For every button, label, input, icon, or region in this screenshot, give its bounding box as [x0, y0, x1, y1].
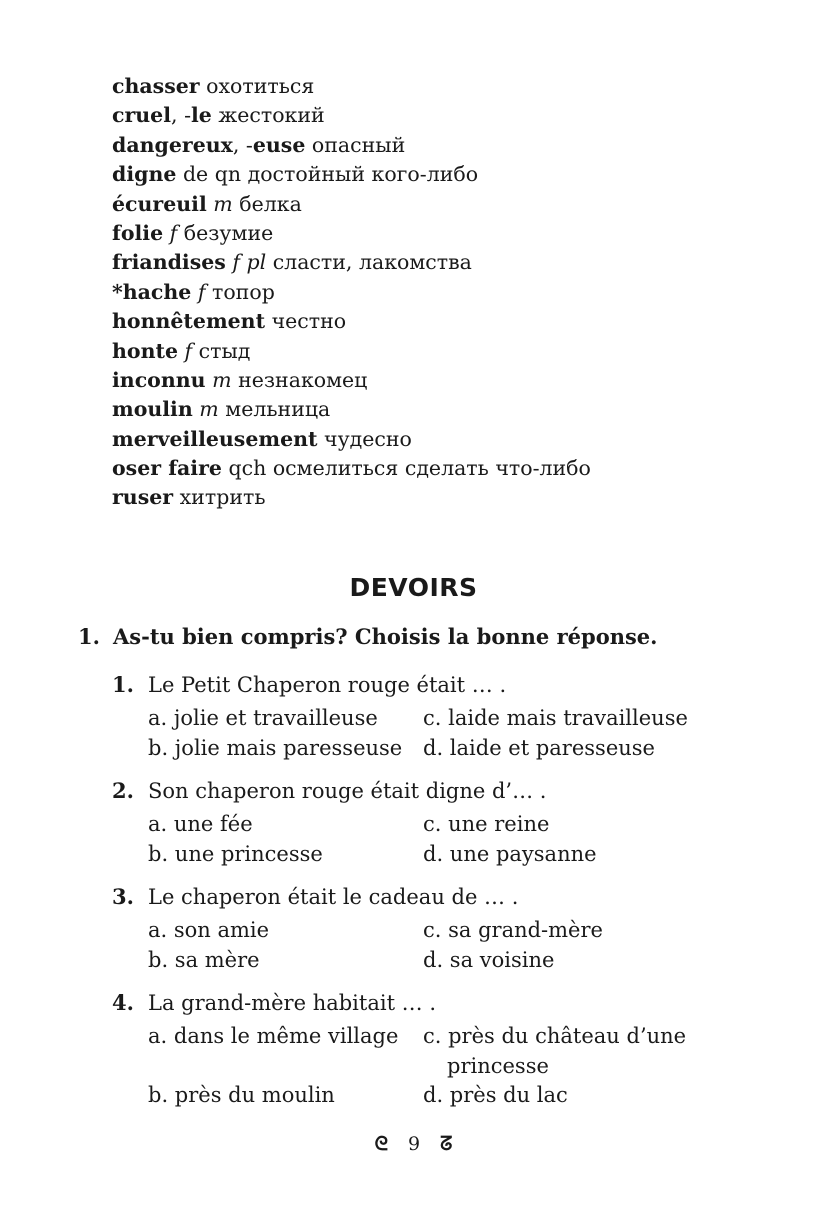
vocab-word: friandises [112, 250, 226, 275]
vocab-entry [112, 454, 752, 483]
vocab-word: dangereux [112, 132, 233, 157]
page-number: 9 [408, 1133, 421, 1155]
vocab-usage: qch [228, 456, 267, 481]
option-c-continuation[interactable]: princesse [447, 1053, 549, 1078]
option-d[interactable]: d. sa voisine [423, 947, 555, 972]
vocab-word: écureuil [112, 191, 207, 216]
vocab-meaning: охотиться [206, 74, 315, 98]
vocab-meaning: хитрить [179, 485, 266, 510]
vocab-entry: dangereux, -euse опасный [112, 132, 406, 157]
question-text: Le Petit Chaperon rouge était … . [148, 673, 507, 697]
option-d[interactable]: d. près du lac [423, 1083, 568, 1107]
vocab-entry [112, 248, 752, 277]
vocab-meaning: белка [239, 191, 302, 216]
vocab-word: honnêtement [112, 309, 266, 334]
vocab-entry [112, 425, 752, 454]
option-c[interactable]: c. une reine [423, 812, 550, 836]
vocab-word: chasser [112, 74, 200, 98]
vocab-entry [112, 190, 752, 219]
right-ornament-icon: ᘔ [440, 1133, 453, 1155]
vocab-word: ruser [112, 485, 174, 510]
vocab-word: inconnu [112, 367, 206, 392]
question-text: Le chaperon était le cadeau de … . [148, 885, 519, 909]
option-d[interactable]: d. laide et paresseuse [423, 735, 655, 760]
vocab-entry: cruel, -le жестокий [112, 103, 325, 128]
task-number: 1. [78, 624, 100, 649]
vocab-word: oser faire [112, 456, 222, 481]
vocab-entry [112, 337, 752, 366]
vocabulary-list [112, 72, 752, 513]
question-number: 1. [112, 672, 134, 697]
vocab-entry [112, 160, 752, 189]
answer-options [148, 810, 762, 870]
option-a[interactable]: a. dans le même village [148, 1024, 399, 1048]
question-number: 3. [112, 884, 134, 909]
question-2 [112, 776, 762, 870]
option-a[interactable]: a. son amie [148, 918, 270, 942]
vocab-meaning: сласти, лакомства [272, 250, 472, 275]
option-b[interactable]: b. jolie mais paresseuse [148, 735, 403, 760]
task-instruction [78, 620, 657, 654]
answer-options [148, 704, 762, 764]
option-c[interactable]: c. sa grand-mère [423, 918, 603, 942]
task-text: As-tu bien compris? Choisis la bonne réponse. [113, 624, 658, 649]
vocab-suffix: le [191, 103, 212, 128]
option-a[interactable]: a. jolie et travailleuse [148, 706, 378, 730]
vocab-entry [112, 219, 752, 248]
question-3 [112, 882, 762, 976]
vocab-entry [112, 278, 752, 307]
vocab-meaning: чудесно [324, 426, 412, 451]
vocab-entry [112, 366, 752, 395]
vocab-meaning: топор [212, 279, 275, 304]
section-heading: DEVOIRS [349, 573, 478, 602]
vocab-meaning: жестокий [218, 103, 325, 128]
option-b[interactable]: b. près du moulin [148, 1083, 335, 1107]
vocab-word: cruel [112, 103, 172, 128]
vocab-gender: m [213, 191, 233, 216]
question-4 [112, 988, 762, 1112]
option-b[interactable]: b. sa mère [148, 947, 260, 972]
option-c[interactable]: c. laide mais travailleuse [423, 706, 688, 730]
vocab-gender: f [184, 338, 193, 363]
vocab-entry [112, 395, 752, 424]
vocab-word: merveilleusement [112, 426, 318, 451]
question-1 [112, 670, 762, 764]
question-text: Son chaperon rouge était digne d’… . [148, 779, 547, 803]
vocab-gender: f [197, 279, 206, 304]
left-ornament-icon: ᘓ [374, 1133, 388, 1155]
question-text: La grand-mère habitait … . [148, 991, 437, 1015]
answer-options [148, 1022, 762, 1112]
question-number: 2. [112, 778, 134, 803]
vocab-word: moulin [112, 397, 193, 422]
vocab-gender: f [169, 220, 178, 245]
vocab-word: honte [112, 338, 178, 363]
page-footer [0, 1128, 827, 1159]
vocab-meaning: незнакомец [238, 367, 368, 392]
vocab-meaning: стыд [198, 338, 251, 363]
vocab-entry [112, 72, 752, 101]
vocab-word: digne [112, 162, 177, 187]
question-number: 4. [112, 990, 134, 1015]
vocab-word: *hache [112, 279, 192, 304]
vocab-meaning: осмелиться сделать что-либо [272, 456, 591, 481]
option-d[interactable]: d. une paysanne [423, 841, 597, 866]
option-c[interactable]: c. près du château d’une [423, 1024, 687, 1048]
vocab-word: folie [112, 220, 164, 245]
option-a[interactable]: a. une fée [148, 812, 253, 836]
vocab-entry [112, 307, 752, 336]
option-b[interactable]: b. une princesse [148, 841, 323, 866]
vocab-usage: de qn [182, 162, 242, 187]
vocab-meaning: достойный кого-либо [247, 162, 479, 187]
vocab-meaning: честно [271, 309, 347, 334]
answer-options [148, 916, 762, 976]
vocab-entry [112, 483, 752, 512]
vocab-gender: m [212, 367, 232, 392]
vocab-suffix: euse [252, 132, 306, 157]
vocab-meaning: опасный [311, 132, 406, 157]
vocab-gender: f pl [232, 250, 267, 275]
vocab-gender: m [199, 397, 219, 422]
vocab-meaning: мельница [225, 397, 331, 422]
vocab-meaning: безумие [183, 220, 274, 245]
